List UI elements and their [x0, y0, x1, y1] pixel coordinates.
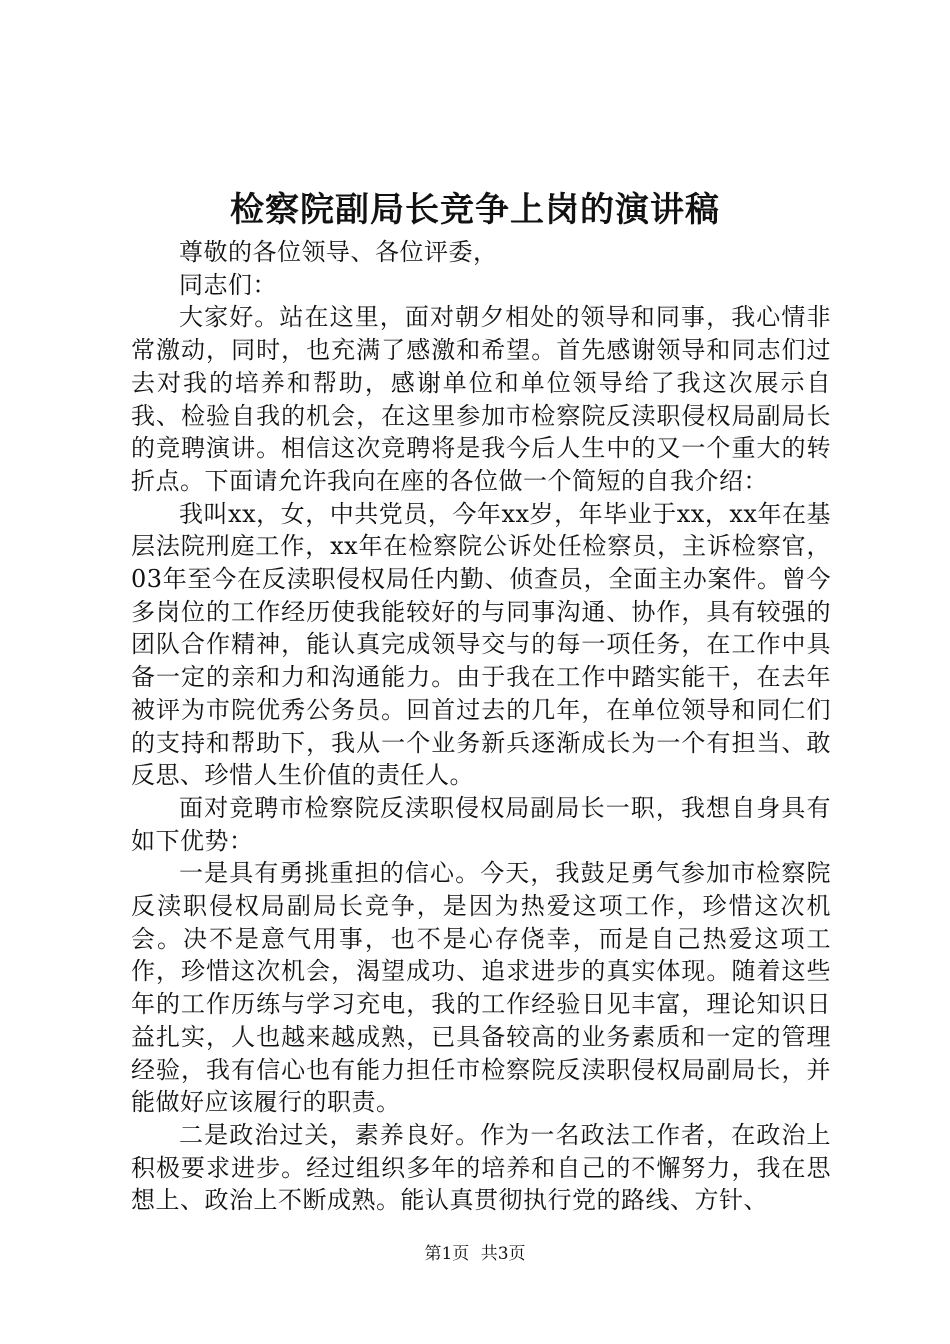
body-paragraph: 二是政治过关，素养良好。作为一名政法工作者，在政治上积极要求进步。经过组织多年的培养和自己的不懈努力，我在思想上、政治上不断成熟。能认真贯彻执行党的路线、方针、: [131, 1120, 831, 1215]
body-paragraph: 面对竞聘市检察院反渎职侵权局副局长一职，我想自身具有如下优势：: [131, 793, 831, 855]
salutation-paragraph: 同志们：: [179, 270, 277, 299]
body-paragraph: 我叫xx，女，中共党员，今年xx岁，年毕业于xx，xx年在基层法院刑庭工作，xx年在检察院公诉处任检察员，主诉检察官，03年至今在反渎职侵权局任内勤、侦查员，全面主办案件。曾今多岗位的工作经历使我能较好的与同事沟通、协作，具有较强的团队合作精神，能认真完成领导交与的每一项任务，在工作中具备一定的亲和力和沟通能力。由于我在工作中踏实能干，在去年被评为市院优秀公务员。回首过去的几年，在单位领导和同仁们的支持和帮助下，我从一个业务新兵逐渐成长为一个有担当、敢反思、珍惜人生价值的责任人。: [131, 499, 831, 790]
document-body: [131, 236, 831, 1217]
body-paragraph: 一是具有勇挑重担的信心。今天，我鼓足勇气参加市检察院反渎职侵权局副局长竞争，是因为热爱这项工作，珍惜这次机会。决不是意气用事，也不是心存侥幸，而是自己热爱这项工作，珍惜这次机会，渴望成功、追求进步的真实体现。随着这些年的工作历练与学习充电，我的工作经验日见丰富，理论知识日益扎实，人也越来越成熟，已具备较高的业务素质和一定的管理经验，我有信心也有能力担任市检察院反渎职侵权局副局长，并能做好应该履行的职责。: [131, 859, 831, 1117]
body-paragraph: 大家好。站在这里，面对朝夕相处的领导和同事，我心情非常激动，同时，也充满了感激和希望。首先感谢领导和同志们过去对我的培养和帮助，感谢单位和单位领导给了我这次展示自我、检验自我的机会，在这里参加市检察院反渎职侵权局副局长的竞聘演讲。相信这次竞聘将是我今后人生中的又一个重大的转折点。下面请允许我向在座的各位做一个简短的自我介绍：: [131, 303, 831, 495]
page-footer: [0, 1242, 950, 1266]
page-total: 共3页: [480, 1244, 526, 1264]
page-number: 第1页: [424, 1244, 470, 1264]
document-title: 检察院副局长竞争上岗的演讲稿: [230, 190, 720, 230]
salutation-paragraph: 尊敬的各位领导、各位评委，: [179, 238, 498, 266]
